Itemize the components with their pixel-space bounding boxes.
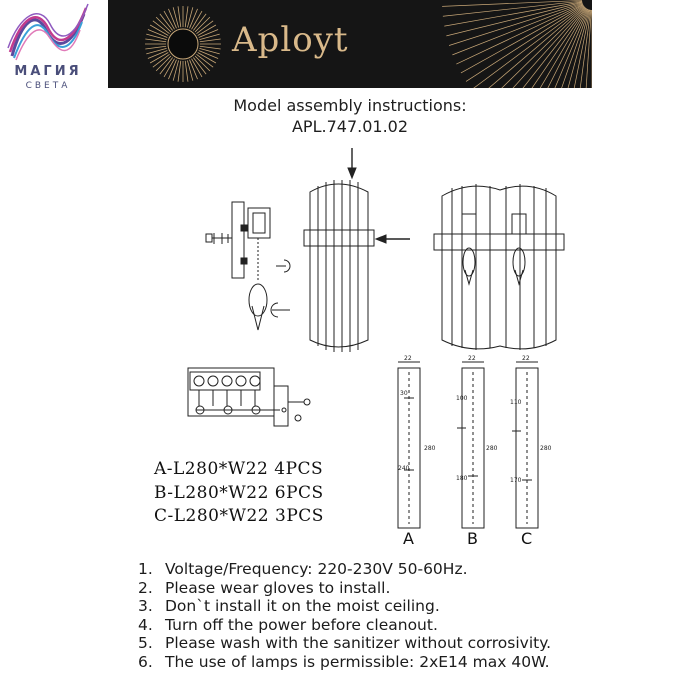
wiring-diagram (188, 368, 310, 426)
part-a-drawing (398, 362, 420, 528)
item-number: 5. (138, 634, 153, 652)
part-c-total: 280 (540, 445, 552, 452)
part-c-hole2: 170 (510, 477, 522, 484)
item-text: Voltage/Frequency: 220-230V 50-60Hz. (165, 560, 468, 578)
item-number: 3. (138, 597, 153, 615)
part-a-hole2: 240 (398, 465, 410, 472)
list-item (138, 579, 551, 598)
list-item (138, 634, 551, 653)
item-number: 6. (138, 652, 153, 671)
part-a-width: 22 (404, 355, 412, 362)
part-a-label: A (403, 529, 414, 548)
part-b-drawing (457, 362, 484, 528)
part-b-hole2: 180 (456, 475, 468, 482)
item-text: Please wear gloves to install. (165, 578, 391, 597)
logo-word-2: СВЕТА (25, 81, 71, 91)
part-a-hole1: 30 (400, 390, 408, 397)
part-c-hole1: 110 (510, 399, 522, 406)
item-number: 4. (138, 615, 153, 634)
list-item (138, 560, 551, 579)
page-title: Model assembly instructions: (233, 96, 467, 115)
logo-word-1: МАГИЯ (14, 64, 82, 79)
item-number: 2. (138, 578, 153, 597)
item-text: Please wash with the sanitizer without corrosivity. (165, 634, 552, 652)
item-text: Don`t install it on the moist ceiling. (165, 597, 440, 615)
item-text: The use of lamps is permissible: 2xE14 max 40W. (165, 652, 550, 671)
part-c-drawing (512, 362, 538, 528)
parts-list-item-b: B-L280*W22 6PCS (154, 483, 324, 503)
instruction-list (138, 560, 551, 671)
lamp-front-view (304, 148, 410, 352)
banner-brand-name: Aployt (232, 20, 349, 60)
parts-list-item-a: A-L280*W22 4PCS (154, 459, 324, 479)
part-a-total: 280 (424, 445, 436, 452)
part-c-width: 22 (522, 355, 530, 362)
item-text: Turn off the power before cleanout. (165, 615, 438, 634)
bracket-detail (206, 202, 290, 330)
part-b-hole1: 100 (456, 395, 468, 402)
lamp-side-view (434, 184, 564, 350)
item-number: 1. (138, 560, 153, 578)
part-b-total: 280 (486, 445, 498, 452)
part-c-label: C (521, 529, 533, 548)
part-b-width: 22 (468, 355, 476, 362)
list-item (138, 597, 551, 616)
list-item (138, 653, 551, 672)
model-number: APL.747.01.02 (291, 117, 409, 136)
parts-list-item-c: C-L280*W22 3PCS (154, 506, 324, 526)
part-b-label: B (467, 529, 478, 548)
list-item (138, 616, 551, 635)
